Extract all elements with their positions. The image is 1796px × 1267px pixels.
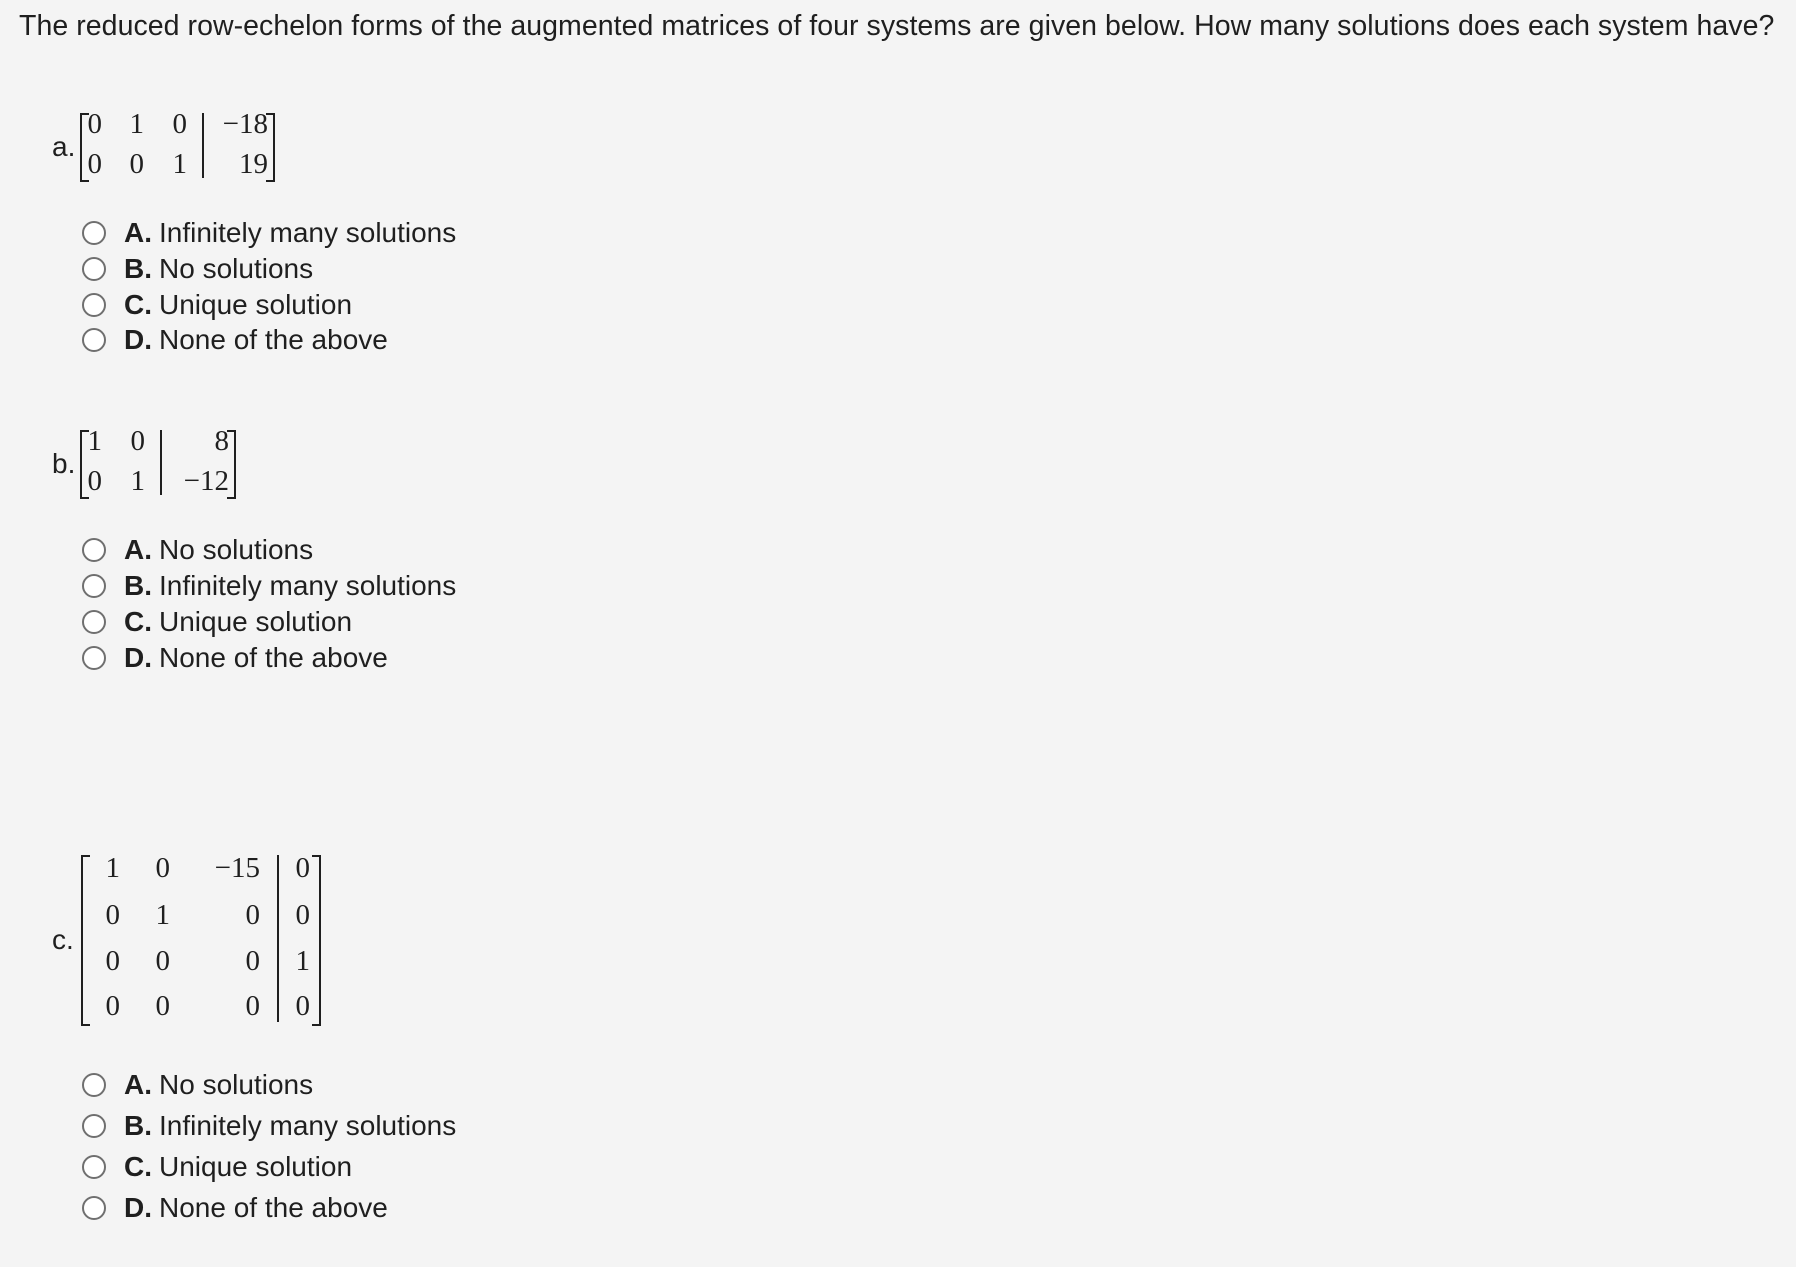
radio-button[interactable] bbox=[82, 257, 106, 281]
matrix-cell: 0 bbox=[87, 108, 102, 140]
option-a[interactable] bbox=[82, 1064, 313, 1105]
matrix-cell: 0 bbox=[129, 148, 144, 180]
augment-divider bbox=[160, 430, 162, 495]
option-a[interactable] bbox=[82, 212, 456, 253]
option-letter: C. bbox=[124, 606, 152, 637]
matrix-cell: 1 bbox=[172, 148, 187, 180]
option-c[interactable] bbox=[82, 601, 352, 642]
option-a[interactable] bbox=[82, 529, 313, 570]
part-label: c. bbox=[52, 924, 74, 955]
option-label: None of the above bbox=[159, 642, 388, 673]
radio-button[interactable] bbox=[82, 1073, 106, 1097]
matrix-cell: 0 bbox=[172, 108, 187, 140]
option-d[interactable] bbox=[82, 637, 388, 678]
matrix-cell: 0 bbox=[155, 990, 170, 1022]
option-b[interactable] bbox=[82, 565, 456, 606]
option-b[interactable] bbox=[82, 248, 313, 289]
radio-button[interactable] bbox=[82, 574, 106, 598]
radio-button[interactable] bbox=[82, 646, 106, 670]
radio-button[interactable] bbox=[82, 1196, 106, 1220]
radio-button[interactable] bbox=[82, 1155, 106, 1179]
matrix-cell: 0 bbox=[87, 465, 102, 497]
option-label: None of the above bbox=[159, 1192, 388, 1223]
radio-button[interactable] bbox=[82, 610, 106, 634]
matrix-cell: −12 bbox=[183, 465, 229, 497]
option-label: No solutions bbox=[159, 534, 314, 565]
option-letter: A. bbox=[124, 1069, 152, 1100]
option-letter: D. bbox=[124, 642, 152, 673]
option-letter: B. bbox=[124, 1110, 152, 1141]
option-label: Infinitely many solutions bbox=[159, 570, 457, 601]
radio-button[interactable] bbox=[82, 538, 106, 562]
augment-divider bbox=[202, 113, 204, 178]
option-letter: D. bbox=[124, 1192, 152, 1223]
option-letter: A. bbox=[124, 217, 152, 248]
matrix-cell: 0 bbox=[105, 990, 120, 1022]
radio-button[interactable] bbox=[82, 1114, 106, 1138]
matrix-cell: −18 bbox=[222, 108, 268, 140]
radio-button[interactable] bbox=[82, 221, 106, 245]
part-label: b. bbox=[52, 448, 76, 479]
matrix-cell: 8 bbox=[214, 425, 229, 457]
option-letter: D. bbox=[124, 324, 152, 355]
matrix-cell: 0 bbox=[105, 945, 120, 977]
matrix-cell: 1 bbox=[295, 945, 310, 977]
option-b[interactable] bbox=[82, 1105, 456, 1146]
matrix-cell: 0 bbox=[245, 990, 260, 1022]
matrix-cell: −15 bbox=[214, 852, 260, 884]
matrix-cell: 1 bbox=[87, 425, 102, 457]
matrix-cell: 1 bbox=[105, 852, 120, 884]
option-label: No solutions bbox=[159, 1069, 314, 1100]
option-label: No solutions bbox=[159, 253, 314, 284]
option-label: Unique solution bbox=[159, 1151, 353, 1182]
matrix-cell: 0 bbox=[295, 852, 310, 884]
matrix-cell: 1 bbox=[155, 899, 170, 931]
option-letter: B. bbox=[124, 253, 152, 284]
matrix-cell: 1 bbox=[129, 108, 144, 140]
matrix-cell: 0 bbox=[295, 899, 310, 931]
matrix-cell: 0 bbox=[155, 945, 170, 977]
matrix-right-bracket bbox=[227, 430, 236, 499]
option-label: Infinitely many solutions bbox=[159, 217, 457, 248]
radio-button[interactable] bbox=[82, 293, 106, 317]
matrix-right-bracket bbox=[266, 113, 275, 182]
augment-divider bbox=[277, 855, 279, 1022]
matrix-cell: 0 bbox=[130, 425, 145, 457]
option-label: None of the above bbox=[159, 324, 388, 355]
option-letter: B. bbox=[124, 570, 152, 601]
option-d[interactable] bbox=[82, 319, 388, 360]
matrix-cell: 0 bbox=[245, 945, 260, 977]
option-label: Unique solution bbox=[159, 289, 353, 320]
matrix-cell: 0 bbox=[87, 148, 102, 180]
question-text: The reduced row-echelon forms of the augmented matrices of four systems are given below. How many solutions does each system have? bbox=[19, 10, 1775, 42]
part-label: a. bbox=[52, 131, 76, 162]
option-label: Unique solution bbox=[159, 606, 353, 637]
option-letter: A. bbox=[124, 534, 152, 565]
option-d[interactable] bbox=[82, 1187, 388, 1228]
radio-button[interactable] bbox=[82, 328, 106, 352]
matrix-cell: 0 bbox=[295, 990, 310, 1022]
matrix-cell: 0 bbox=[105, 899, 120, 931]
option-letter: C. bbox=[124, 1151, 152, 1182]
option-letter: C. bbox=[124, 289, 152, 320]
matrix-cell: 19 bbox=[239, 148, 268, 180]
matrix-right-bracket bbox=[312, 855, 321, 1026]
matrix-cell: 1 bbox=[130, 465, 145, 497]
option-c[interactable] bbox=[82, 1146, 352, 1187]
option-label: Infinitely many solutions bbox=[159, 1110, 457, 1141]
matrix-cell: 0 bbox=[245, 899, 260, 931]
matrix-cell: 0 bbox=[155, 852, 170, 884]
